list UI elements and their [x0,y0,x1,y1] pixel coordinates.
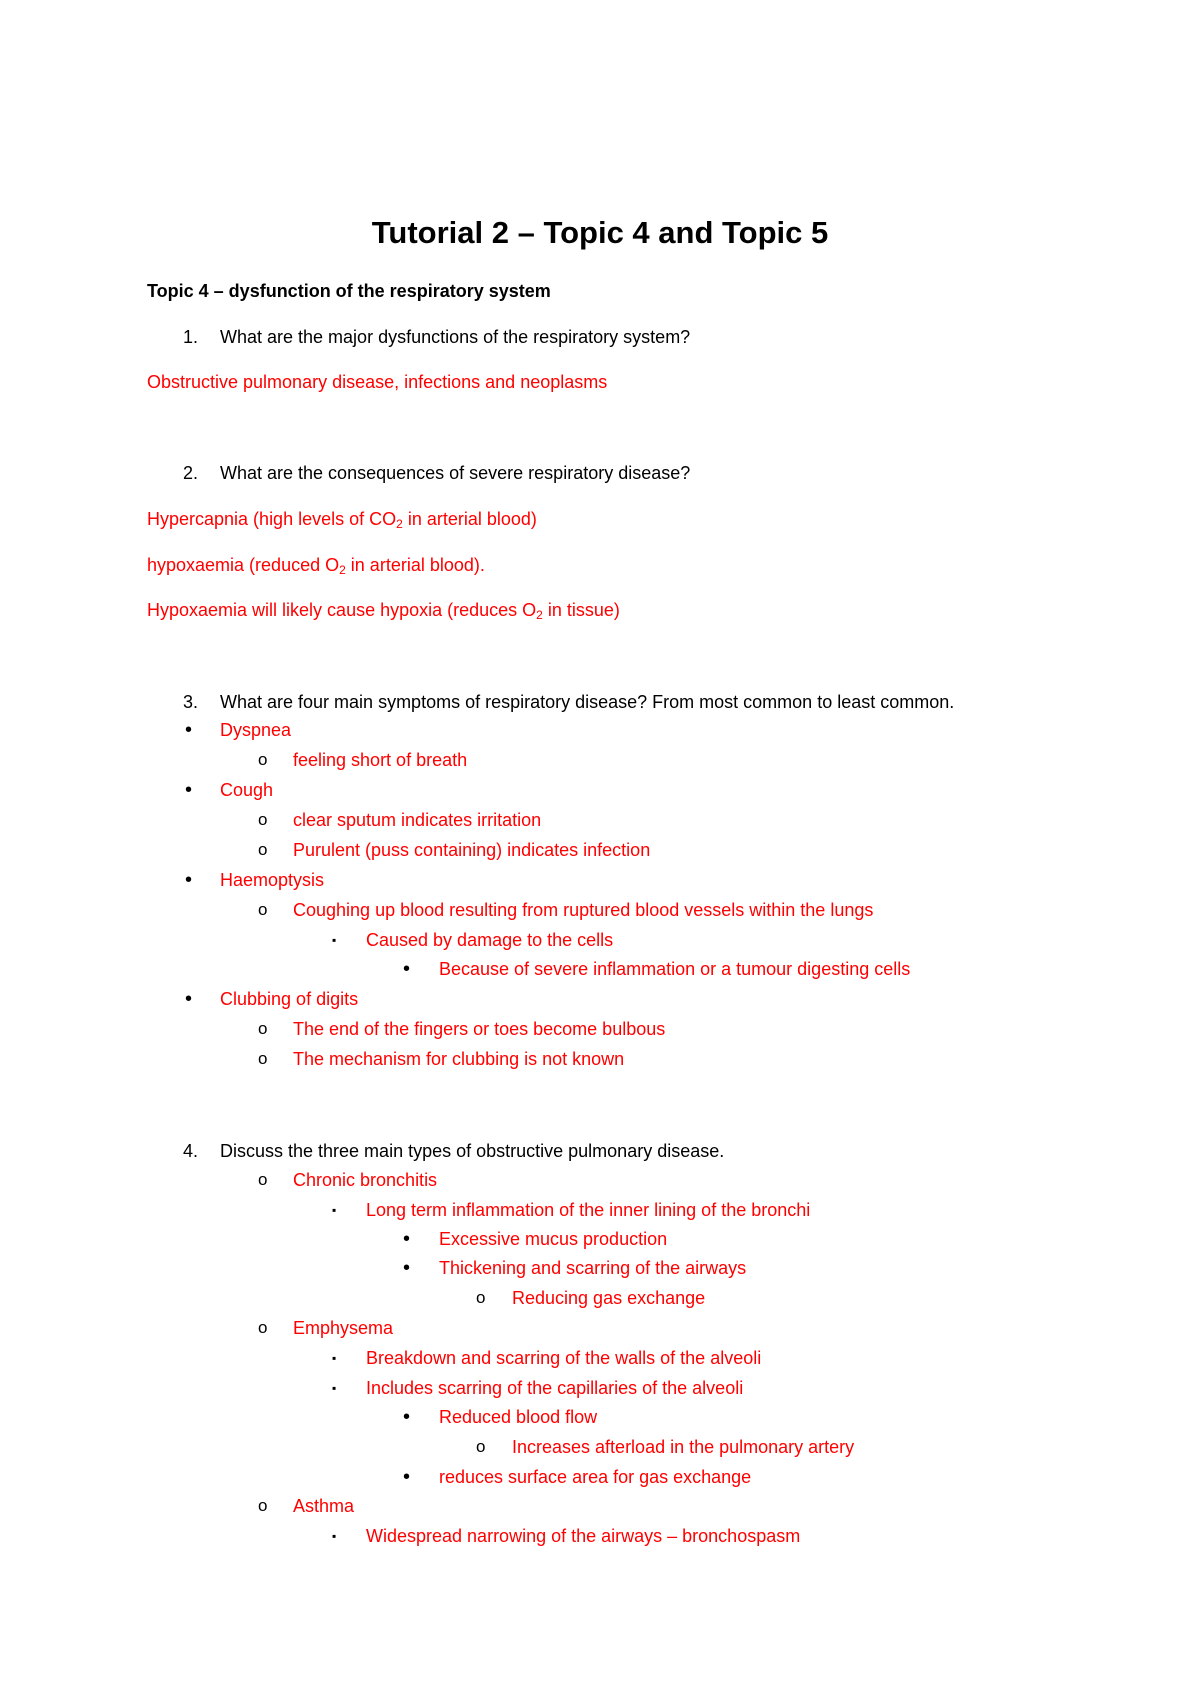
list-item: Breakdown and scarring of the walls of the alveoli [366,1348,762,1368]
list-item: Chronic bronchitis [293,1170,438,1190]
list-item: Asthma [293,1496,355,1516]
bullet-dot-icon: • [185,869,193,891]
list-item: Emphysema [293,1318,394,1338]
list-item: feeling short of breath [293,750,468,770]
bullet-circle-icon: o [258,1318,268,1337]
list-item: Increases afterload in the pulmonary artery [512,1437,855,1457]
question-number: 1. [183,327,199,347]
list-item: The end of the fingers or toes become bulbous [293,1019,666,1039]
bullet-square-icon: ▪ [332,1203,337,1217]
bullet-square-icon: ▪ [332,1351,337,1365]
list-item: Reduced blood flow [439,1407,598,1427]
bullet-dot-icon: • [403,1466,411,1488]
answer-2-line-3: Hypoxaemia will likely cause hypoxia (reduces $O_2$ in tissue) [147,600,620,622]
list-item: Excessive mucus production [439,1229,668,1249]
bullet-square-icon: ▪ [332,1381,337,1395]
list-item: Cough [220,780,274,800]
list-item: Purulent (puss containing) indicates infection [293,840,651,860]
list-item: The mechanism for clubbing is not known [293,1049,625,1069]
list-item: reduces surface area for gas exchange [439,1467,752,1487]
bullet-circle-icon: o [476,1288,486,1307]
bullet-dot-icon: • [403,1257,411,1279]
bullet-square-icon: ▪ [332,1529,337,1543]
topic-heading: Topic 4 – dysfunction of the respiratory system [147,281,551,301]
question-1: What are the major dysfunctions of the respiratory system? [220,327,691,347]
list-item: Reducing gas exchange [512,1288,706,1308]
question-number: 4. [183,1141,199,1161]
bullet-circle-icon: o [258,1170,268,1189]
answer-1: Obstructive pulmonary disease, infections and neoplasms [147,372,608,392]
bullet-circle-icon: o [476,1437,486,1456]
question-number: 2. [183,463,199,483]
list-item: clear sputum indicates irritation [293,810,542,830]
bullet-circle-icon: o [258,810,268,829]
list-item: Coughing up blood resulting from ruptured blood vessels within the lungs [293,900,874,920]
bullet-circle-icon: o [258,840,268,859]
list-item: Long term inflammation of the inner lining of the bronchi [366,1200,811,1220]
bullet-circle-icon: o [258,1049,268,1068]
list-item: Clubbing of digits [220,989,359,1009]
bullet-dot-icon: • [185,719,193,741]
answer-2-line-1: Hypercapnia (high levels of $CO_2$ in arterial blood) [147,509,537,531]
list-item: Dyspnea [220,720,292,740]
list-item: Thickening and scarring of the airways [439,1258,747,1278]
question-number: 3. [183,692,199,712]
bullet-dot-icon: • [403,1228,411,1250]
bullet-square-icon: ▪ [332,933,337,947]
bullet-circle-icon: o [258,1019,268,1038]
bullet-dot-icon: • [185,988,193,1010]
question-4: Discuss the three main types of obstructive pulmonary disease. [220,1141,725,1161]
list-item: Caused by damage to the cells [366,930,614,950]
question-3: What are four main symptoms of respiratory disease? From most common to least common. [220,692,955,712]
bullet-dot-icon: • [403,958,411,980]
bullet-circle-icon: o [258,1496,268,1515]
bullet-dot-icon: • [185,779,193,801]
bullet-dot-icon: • [403,1406,411,1428]
page-title: Tutorial 2 – Topic 4 and Topic 5 [371,215,829,250]
answer-2-line-2: hypoxaemia (reduced $O_2$ in arterial blood). [147,555,485,577]
list-item: Because of severe inflammation or a tumour digesting cells [439,959,911,979]
bullet-circle-icon: o [258,900,268,919]
list-item: Haemoptysis [220,870,325,890]
list-item: Includes scarring of the capillaries of the alveoli [366,1378,744,1398]
bullet-circle-icon: o [258,750,268,769]
question-2: What are the consequences of severe respiratory disease? [220,463,691,483]
list-item: Widespread narrowing of the airways – bronchospasm [366,1526,801,1546]
